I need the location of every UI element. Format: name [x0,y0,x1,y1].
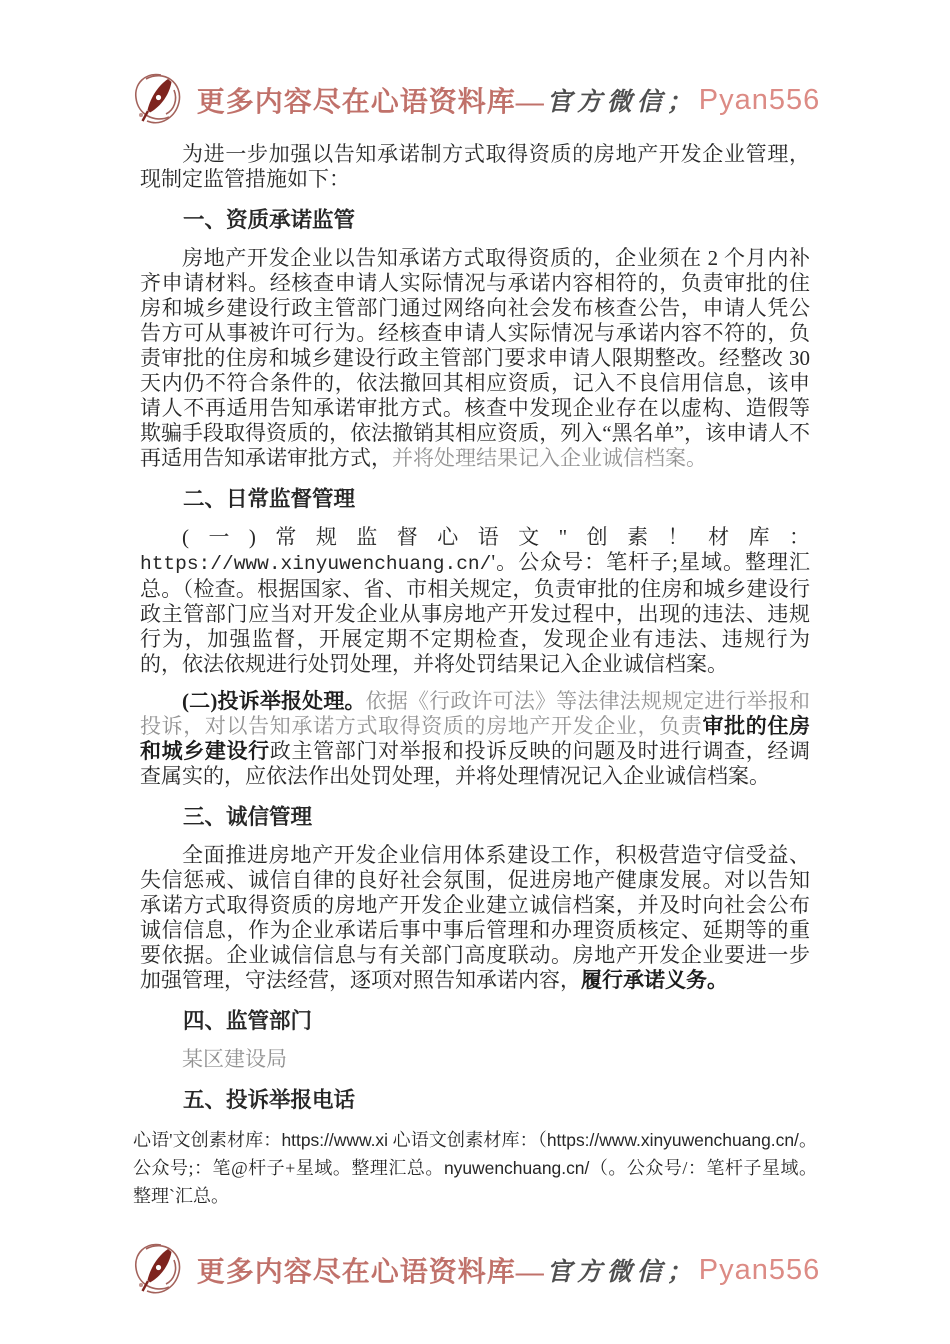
text-run: 为进一步加强以告知承诺制方式取得资质的房地产开发企业管理，现制定监管措施如下： [140,142,810,191]
text-run: 二、日常监督管理 [183,487,356,511]
text-run: 三、诚信管理 [183,805,313,829]
text-run: https://www.xinyuwenchuang.cn/ [140,553,492,575]
text-run: 心语'文创素材库： [133,1130,282,1150]
pen-nib-swirl-logo-icon [130,70,188,130]
text-run: 全面推进房地产开发企业信用体系建设工作，积极营造守信受益、失信惩戒、诚信自律的良好社会氛围，促进房地产健康发展。对以告知承诺方式取得资质的房地产开发企业建立诚信档案，并及时向社会公布诚信信息，作为企业承诺后事中事后管理和办理资质核定、延期等的重要依据。企业诚信信息与有关部门高度联动。房地产开发企业要进一步加强管理，守法经营，逐项对照告知承诺内容， [140,843,810,992]
text-run: '。公众号：笔杆子;星域。整理汇总。（检查。根据国家、省、市相关规定，负责审批的住房和城乡建设行政主管部门应当对开发企业从事房地产开发过程中，出现的违法、违规行为，加强监督，开展定期不定期检查，发现企业有违法、违规行为的，依法依规进行处罚处理，并将处罚结果记入企业诚信档案。 [140,550,810,676]
footer-banner [0,1238,950,1302]
section-heading [140,1008,810,1034]
paragraph [140,142,810,192]
banner-wechat-id: Pyan556 [698,83,821,116]
banner-wechat-label: 官方微信； [546,89,697,116]
paragraph [140,689,810,789]
text-run: （。公众号/：笔杆子星域。整理`汇总。 [133,1158,818,1206]
banner-brand-text: 更多内容尽在心语资料库— [196,87,545,118]
text-run: 。公众号;：笔@杆子+星域。整理汇总。 [133,1130,818,1178]
section-heading [140,1087,810,1113]
text-run: 履行承诺义务。 [581,968,728,992]
text-run: 房地产开发企业以告知承诺方式取得资质的，企业须在 2 个月内补齐申请材料。经核查申请人实际情况与承诺内容相符的，负责审批的住房和城乡建设行政主管部门通过网络向社会发布核查公告，申请人凭公告方可从事被许可行为。经核查申请人实际情况与承诺内容不符的，负责审批的住房和城乡建设行政主管部门要求申请人限期整改。经整改 30 天内仍不符合条件的，依法撤回其相应资质，记入不良信用信息，该申请人不再适用告知承诺审批方式。核查中发现企业存在以虚构、造假等欺骗手段取得资质的，依法撤销其相应资质，列入“黑名单”，该申请人不再适用告知承诺审批方式， [140,246,810,470]
text-run: 五、投诉举报电话 [183,1088,356,1112]
text-run: 四、监管部门 [183,1009,313,1033]
paragraph [140,843,810,993]
section-heading [140,486,810,512]
text-run: 某区建设局 [182,1047,287,1071]
text-run: https://www.xinyuwenchuang.cn/ [546,1130,799,1150]
text-run: 依据《行政许可法》等法律法规规定进行举报和投诉，对以告知承诺方式取得资质的房地产开发企业，负责 [140,689,810,738]
text-run: 政主管部门对举报和投诉反映的问题及时进行调查，经调查属实的，应依法作出处罚处理，并将处理情况记入企业诚信档案。 [140,739,811,788]
text-run: 心语文创素材库：（ [388,1130,547,1150]
document-body [0,142,950,1210]
text-run: (一)常规监督心语文"创素！材库： [182,525,810,549]
paragraph [140,246,810,471]
section-heading [140,207,810,233]
paragraph [140,525,810,677]
text-run: (二)投诉举报处理。 [182,689,366,713]
paragraph [140,1047,810,1072]
banner-brand-text: 更多内容尽在心语资料库— [196,1257,545,1288]
text-run: 并将处理结果记入企业诚信档案。 [392,446,707,470]
text-run: https://www.xi [281,1130,389,1150]
pen-nib-swirl-logo-icon [130,1240,188,1300]
text-run: 一、资质承诺监管 [183,208,356,232]
banner-wechat-label: 官方微信； [546,1259,697,1286]
header-banner [0,68,950,132]
text-run: nyuwenchuang.cn/ [443,1158,590,1178]
banner-wechat-id: Pyan556 [698,1253,821,1286]
section-heading [140,804,810,830]
text-run: 审批的住房和城乡建设行 [140,714,811,763]
paragraph [133,1126,817,1210]
